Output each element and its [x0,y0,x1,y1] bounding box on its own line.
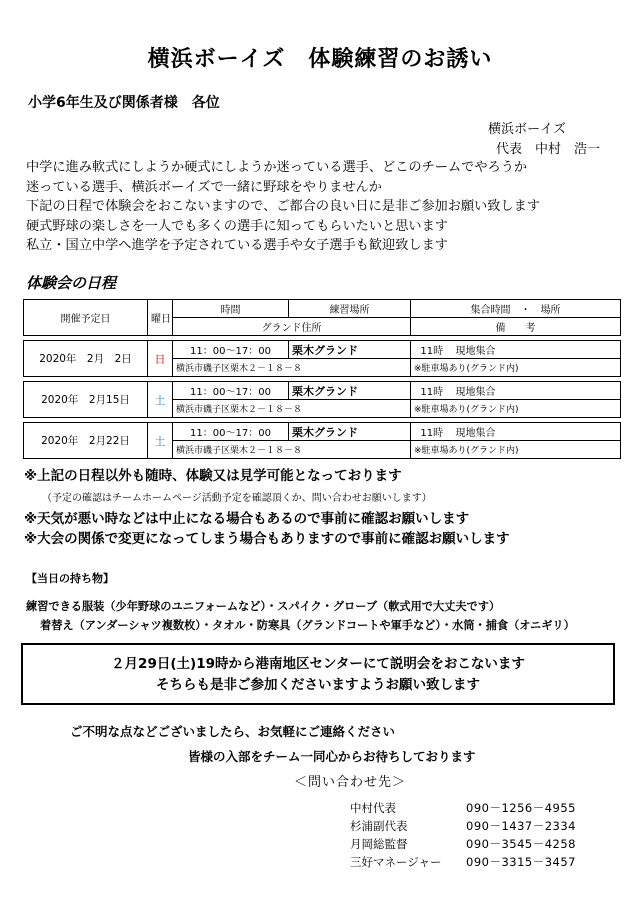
closing-line: ご不明な点などございましたら、お気軽にご連絡ください [70,724,396,739]
row-time: 11：00～17：00 [173,382,289,400]
row-dow: 土 [148,382,173,418]
header-address: グランド住所 [173,318,411,336]
contact-phone: 090－3545－4258 [466,837,576,851]
header-meet: 集合時間 ・ 場所 [411,300,621,318]
sender-rep: 代表 中村 浩一 [496,142,601,157]
row-remarks: ※駐車場あり(グランド内) [411,441,621,459]
contact-heading: ＜問い合わせ先＞ [294,775,407,790]
row-ground: 栗木グランド [289,341,411,359]
belongings-line: 練習できる服装（少年野球のユニフォームなど）・スパイク・グローブ（軟式用で大丈夫です） [26,600,501,613]
intro-line: 硬式野球の楽しさを一人でも多くの選手に知ってもらいたいと思います [26,218,448,234]
header-dow: 曜日 [148,300,173,336]
row-ground: 栗木グランド [289,382,411,400]
briefing-line: そちらも是非ご参加くださいますようお願い致します [156,677,480,693]
row-date: 2020年 2月22日 [24,423,148,459]
row-date: 2020年 2月 2日 [24,341,148,377]
row-meet-place: 現地集合 [453,382,621,400]
row-dow: 日 [148,341,173,377]
intro-line: 迷っている選手、横浜ボーイズで一緒に野球をやりませんか [26,179,382,195]
row-remarks: ※駐車場あり(グランド内) [411,359,621,377]
table-header-row [24,300,621,318]
row-address: 横浜市磯子区栗木２－１８－８ [173,400,411,418]
row-address: 横浜市磯子区栗木２－１８－８ [173,441,411,459]
row-time: 11：00～17：00 [173,423,289,441]
note-weather: ※天気が悪い時などは中止になる場合もあるので事前に確認お願いします [24,511,470,527]
note-anytime: ※上記の日程以外も随時、体験又は見学可能となっております [24,468,402,484]
contact-phone: 090－1437－2334 [466,819,576,833]
row-meet-time: 11時 [411,382,453,400]
row-remarks: ※駐車場あり(グランド内) [411,400,621,418]
table-row [24,382,621,400]
contact-phone: 090－1256－4955 [466,801,576,815]
contact-phone: 090－3315－3457 [466,855,576,869]
table-row [24,341,621,359]
schedule-table [23,299,621,459]
row-address: 横浜市磯子区栗木２－１８－８ [173,359,411,377]
belongings-heading: 【当日の持ち物】 [26,572,114,585]
header-place: 練習場所 [289,300,411,318]
addressee: 小学6年生及び関係者様 各位 [28,95,220,111]
sender-org: 横浜ボーイズ [488,122,566,137]
briefing-box [21,643,615,705]
row-meet-time: 11時 [411,423,453,441]
header-date: 開催予定日 [24,300,148,336]
contact-name: 三好マネージャー [350,855,442,869]
intro-line: 中学に進み軟式にしようか硬式にしようか迷っている選手、どこのチームでやろうか [26,160,528,175]
row-dow: 土 [148,423,173,459]
intro-line: 下記の日程で体験会をおこないますので、ご都合の良い日に是非ご参加お願い致します [26,199,541,215]
intro-paragraph [26,158,540,256]
belongings-line: 着替え（アンダーシャツ複数枚）・タオル・防寒具（グランドコートや軍手など）・水筒・捕食（オニギリ） [40,619,575,632]
row-time: 11：00～17：00 [173,341,289,359]
note-confirm: （予定の確認はチームホームページ活動予定を確認頂くか、問い合わせお願いします） [42,493,432,504]
row-meet-time: 11時 [411,341,453,359]
header-remarks: 備 考 [411,318,621,336]
row-date: 2020年 2月15日 [24,382,148,418]
contact-name: 中村代表 [350,801,396,815]
table-row [24,423,621,441]
contact-name: 杉浦副代表 [350,819,408,833]
row-meet-place: 現地集合 [453,341,621,359]
contact-name: 月岡総監督 [350,837,408,851]
closing-line: 皆様の入部をチーム一同心からお待ちしております [188,749,476,764]
intro-line: 私立・国立中学へ進学を予定されている選手や女子選手も歓迎致します [26,238,448,254]
briefing-line: ２月29日(土)19時から港南地区センターにて説明会をおこないます [111,656,525,672]
row-ground: 栗木グランド [289,423,411,441]
page-title: 横浜ボーイズ 体験練習のお誘い [147,47,493,72]
row-meet-place: 現地集合 [453,423,621,441]
note-tournament: ※大会の関係で変更になってしまう場合もありますので事前に確認お願いします [24,531,510,547]
schedule-heading: 体験会の日程 [26,274,117,292]
header-time: 時間 [173,300,289,318]
